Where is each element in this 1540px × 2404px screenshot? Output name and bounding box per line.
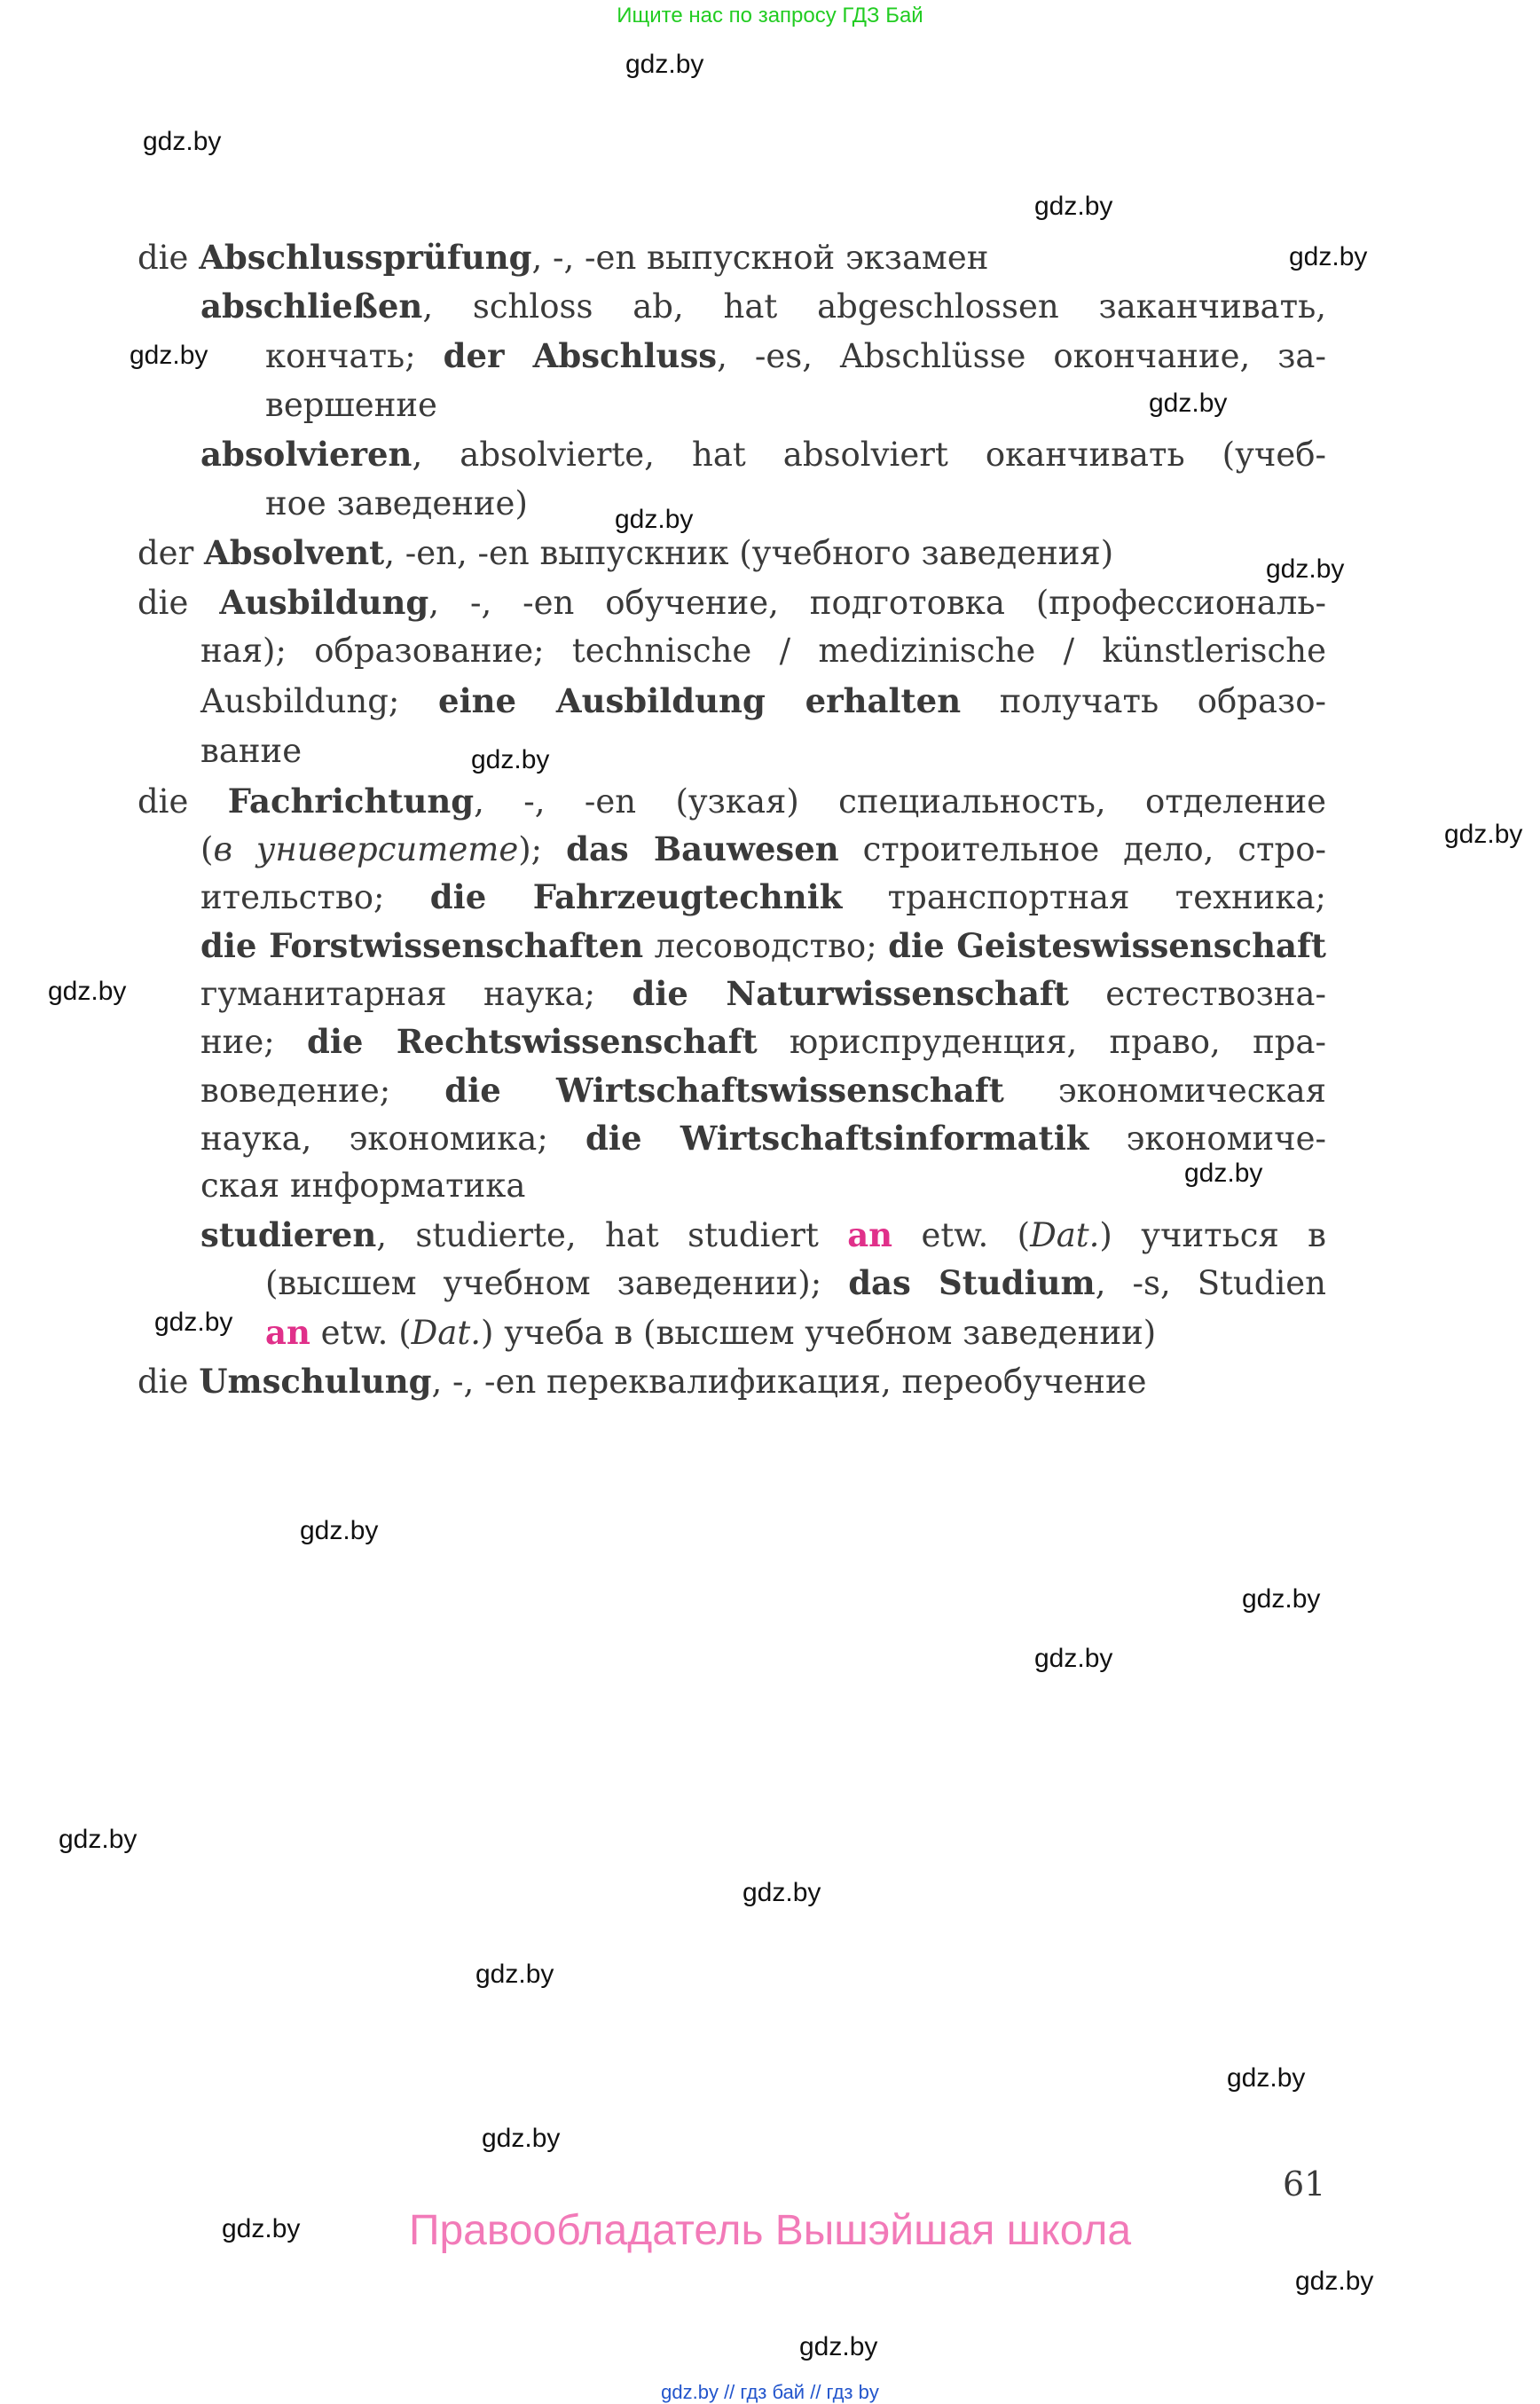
headword: das Bauwesen	[566, 829, 839, 868]
watermark: gdz.by	[1289, 242, 1368, 271]
text-segment: , -, -en выпускной экзамен	[531, 239, 989, 277]
text-line	[200, 732, 302, 771]
watermark: gdz.by	[482, 2124, 561, 2153]
watermark: gdz.by	[48, 977, 127, 1006]
watermark: gdz.by	[625, 50, 704, 79]
headword: Umschulung	[199, 1362, 432, 1401]
text-line	[200, 877, 1326, 917]
text-line	[200, 1167, 525, 1206]
headword: Abschlussprüfung	[199, 238, 532, 277]
text-segment: der	[138, 534, 205, 572]
headword: die Geisteswissenschaft	[888, 926, 1326, 965]
text-segment: экономиче-	[1088, 1120, 1327, 1158]
watermark: gdz.by	[300, 1516, 379, 1545]
text-segment: etw. (	[310, 1314, 412, 1352]
text-segment: , -, -en обучение, подготовка (профессиональ-	[428, 584, 1326, 622]
text-segment: , -en, -en выпускник (учебного заведения)	[384, 534, 1114, 572]
text-segment: вание	[200, 732, 302, 770]
italic-note: в университете	[213, 830, 519, 868]
text-line	[265, 386, 437, 425]
text-segment: получать образо-	[961, 682, 1326, 720]
headword: der Abschluss	[443, 336, 718, 375]
text-line	[265, 1263, 1326, 1303]
text-segment: (	[200, 830, 214, 868]
watermark: gdz.by	[1444, 820, 1523, 849]
text-segment: );	[518, 830, 567, 868]
text-line	[200, 1071, 1326, 1111]
text-line	[200, 926, 1326, 966]
text-line	[200, 1119, 1326, 1159]
text-segment: ) учиться в	[1099, 1216, 1326, 1254]
text-segment: , -, -en переквалификация, переобучение	[431, 1363, 1147, 1401]
text-line	[200, 1215, 1326, 1255]
text-segment: кончать;	[265, 337, 444, 375]
text-segment: die	[138, 782, 228, 821]
watermark: gdz.by	[154, 1308, 233, 1337]
text-segment: ное заведение)	[265, 484, 528, 522]
text-segment: транспортная техника;	[842, 878, 1326, 916]
headword: studieren	[200, 1215, 377, 1254]
watermark: gdz.by	[615, 505, 694, 534]
preposition-highlight: an	[265, 1313, 310, 1352]
text-segment: etw. (	[892, 1216, 1031, 1254]
watermark: gdz.by	[130, 341, 208, 370]
headword: die Wirtschaftsinformatik	[585, 1119, 1089, 1158]
watermark: gdz.by	[143, 127, 222, 156]
text-line	[138, 533, 1113, 573]
text-segment: , studierte, hat studiert	[376, 1216, 848, 1254]
search-hint: Ищите нас по запросу ГДЗ Бай	[617, 4, 923, 27]
text-line	[200, 1022, 1326, 1062]
text-segment: ) учеба в (высшем учебном заведении)	[481, 1314, 1157, 1352]
italic-note: Dat.	[411, 1314, 481, 1352]
text-segment: наука, экономика;	[200, 1120, 586, 1158]
watermark: gdz.by	[222, 2214, 301, 2243]
text-segment: ная); образование; technische / medizinische / künstlerische	[200, 632, 1326, 670]
text-line	[265, 484, 528, 523]
watermark: gdz.by	[1242, 1584, 1321, 1614]
text-line	[200, 829, 1326, 869]
text-segment: , schloss ab, hat abgeschlossen заканчивать,	[422, 287, 1326, 326]
text-segment: ская информатика	[200, 1167, 526, 1205]
bottom-links[interactable]: gdz.by // гдз бай // гдз by	[661, 2381, 879, 2403]
watermark: gdz.by	[799, 2332, 878, 2361]
text-line	[138, 238, 988, 278]
watermark: gdz.by	[475, 1960, 554, 1989]
headword: die Wirtschaftswissenschaft	[444, 1071, 1004, 1110]
text-segment: , -, -en (узкая) специальность, отделение	[474, 782, 1326, 821]
headword: die Rechtswissenschaft	[306, 1022, 758, 1061]
text-segment: строительное дело, стро-	[838, 830, 1327, 868]
headword: absolvieren	[200, 435, 412, 474]
watermark: gdz.by	[59, 1825, 138, 1854]
text-segment: , absolvierte, hat absolviert оканчивать (учеб-	[412, 436, 1326, 474]
text-line	[200, 681, 1326, 721]
text-segment: естествозна-	[1068, 975, 1326, 1013]
text-segment: вершение	[265, 386, 437, 424]
text-line	[265, 336, 1326, 376]
text-line	[200, 435, 1326, 475]
text-segment: , -s, Studien	[1095, 1264, 1327, 1302]
watermark: gdz.by	[471, 745, 550, 774]
text-segment: Ausbildung;	[200, 682, 439, 720]
text-line	[265, 1313, 1156, 1353]
text-line	[138, 1362, 1147, 1402]
text-line	[200, 974, 1326, 1014]
headword: eine Ausbildung erhalten	[438, 681, 962, 720]
headword: die Fahrzeugtechnik	[429, 877, 843, 916]
watermark: gdz.by	[1227, 2063, 1306, 2093]
text-segment: воведение;	[200, 1072, 445, 1110]
text-line	[200, 287, 1326, 326]
text-segment: гуманитарная наука;	[200, 975, 632, 1013]
headword: die Naturwissenschaft	[632, 974, 1069, 1013]
headword: Fachrichtung	[227, 782, 475, 821]
watermark: gdz.by	[1295, 2267, 1374, 2296]
watermark: gdz.by	[742, 1878, 821, 1907]
headword: die Forstwissenschaften	[200, 926, 644, 965]
text-segment: die	[138, 1363, 200, 1401]
text-segment: экономическая	[1003, 1072, 1326, 1110]
text-segment: , -es, Abschlüsse окончание, за-	[717, 337, 1326, 375]
headword: abschließen	[200, 287, 423, 326]
watermark: gdz.by	[1034, 192, 1113, 221]
text-segment: лесоводство;	[643, 927, 889, 965]
watermark: gdz.by	[1149, 389, 1228, 418]
copyright-footer: Правообладатель Вышэйшая школа	[408, 2207, 1132, 2254]
text-segment: юриспруденция, право, пра-	[757, 1023, 1326, 1061]
text-line	[138, 782, 1326, 821]
text-line	[200, 632, 1326, 671]
preposition-highlight: an	[847, 1215, 893, 1254]
headword: Ausbildung	[219, 583, 429, 622]
text-line	[138, 583, 1326, 623]
headword: Absolvent	[204, 533, 385, 572]
page-number: 61	[1283, 2164, 1326, 2204]
text-segment: (высшем учебном заведении);	[265, 1264, 849, 1302]
text-segment: die	[138, 239, 200, 277]
text-segment: die	[138, 584, 220, 622]
headword: das Studium	[848, 1263, 1096, 1302]
italic-note: Dat.	[1030, 1216, 1100, 1254]
text-segment: ительство;	[200, 878, 430, 916]
watermark: gdz.by	[1266, 554, 1345, 584]
watermark: gdz.by	[1184, 1159, 1263, 1188]
text-segment: ние;	[200, 1023, 307, 1061]
watermark: gdz.by	[1034, 1644, 1113, 1673]
